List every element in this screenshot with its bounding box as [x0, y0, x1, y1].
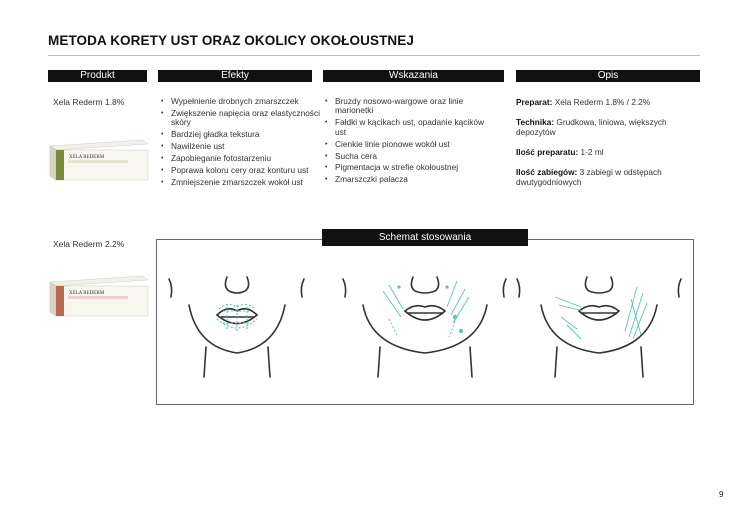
efekty-item: • Poprawa koloru cery oraz konturu ust [159, 166, 321, 175]
wskazania-list [323, 97, 493, 187]
wskazania-item: • Bruzdy nosowo-wargowe oraz linie marionetki [323, 97, 493, 116]
wskazania-item: • Zmarszczki palacza [323, 175, 493, 184]
opis-technika: Technika: Grudkowa, liniowa, większych depozytów [516, 117, 667, 137]
opis-preparat: Preparat: Xela Rederm 1.8% / 2.2% [516, 97, 651, 107]
efekty-item: • Bardziej gładka tekstura [159, 130, 321, 139]
face-diagram-3 [517, 277, 681, 377]
box-label: XELA REDERM [69, 155, 105, 160]
wskazania-item: • Cienkie linie pionowe wokół ust [323, 140, 493, 149]
header-wskazania: Wskazania [323, 70, 504, 82]
page-title: METODA KORETY UST ORAZ OKOLICY OKOŁOUSTNEJ [48, 33, 414, 48]
face-diagram-2 [343, 277, 506, 377]
opis-ilosc: Ilość preparatu: 1-2 ml [516, 147, 604, 157]
product-box-image-1 [46, 136, 150, 182]
opis-zabiegi: Ilość zabiegów: 3 zabiegi w odstępach dwutygodniowych [516, 167, 662, 187]
efekty-item: • Nawilżenie ust [159, 142, 321, 151]
schemat-title: Schemat stosowania [322, 229, 528, 246]
page-number: 9 [719, 490, 724, 499]
header-opis: Opis [516, 70, 700, 82]
product-box-image-2 [46, 272, 150, 318]
efekty-item: • Wypełnienie drobnych zmarszczek [159, 97, 321, 106]
header-produkt: Produkt [48, 70, 147, 82]
box-label: XELA REDERM [69, 291, 105, 296]
opis-section [516, 97, 706, 197]
product-name-2: Xela Rederm 2.2% [53, 239, 125, 249]
face-diagrams [157, 247, 693, 402]
efekty-list [159, 97, 321, 190]
efekty-item: • Zapobieganie fotostarzeniu [159, 154, 321, 163]
product-name-1: Xela Rederm 1.8% [53, 97, 125, 107]
header-efekty: Efekty [158, 70, 312, 82]
efekty-item: • Zwiększenie napięcia oraz elastyczności skóry [159, 109, 321, 128]
wskazania-item: • Pigmentacja w strefie okołoustnej [323, 163, 493, 172]
wskazania-item: • Fałdki w kącikach ust, opadanie kącików ust [323, 118, 493, 137]
title-divider [48, 55, 700, 56]
injection-marks-2 [383, 281, 469, 337]
wskazania-item: • Sucha cera [323, 152, 493, 161]
efekty-item: • Zmniejszenie zmarszczek wokół ust [159, 178, 321, 187]
